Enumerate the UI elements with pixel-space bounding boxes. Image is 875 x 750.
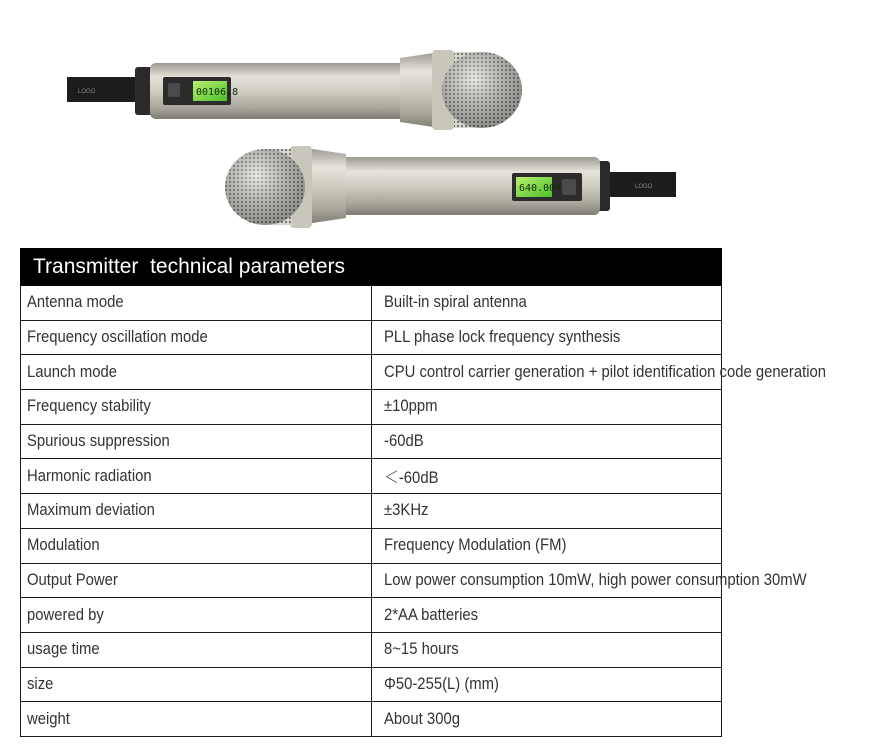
row-value: CPU control carrier generation + pilot identification code generation (383, 362, 826, 381)
row-value: About 300g (383, 709, 460, 728)
row-value: ＜-60dB (383, 469, 438, 488)
microphones-image (0, 0, 750, 240)
table-row (21, 528, 722, 563)
row-label: weight (27, 709, 70, 728)
spec-table (20, 248, 826, 737)
row-value: -60dB (383, 432, 424, 451)
row-label: usage time (27, 640, 100, 659)
row-label: Modulation (27, 536, 100, 555)
svg-text:LOGO: LOGO (78, 89, 96, 95)
row-label: Launch mode (27, 362, 117, 381)
microphone-bottom (225, 146, 676, 228)
row-value: 8~15 hours (383, 640, 459, 659)
table-row (21, 494, 722, 529)
svg-text:640.000: 640.000 (519, 183, 562, 194)
row-value: ±10ppm (383, 397, 438, 416)
table-row (21, 424, 722, 459)
table-row (21, 459, 722, 494)
table-row (21, 598, 722, 633)
row-label: Frequency stability (27, 397, 151, 416)
row-value: 2*AA batteries (383, 605, 478, 624)
table-row (21, 390, 722, 425)
table-header-row (21, 249, 722, 286)
row-label: Harmonic radiation (27, 466, 152, 485)
table-row (21, 286, 722, 321)
row-label: powered by (27, 605, 104, 624)
svg-text:LOGO: LOGO (635, 184, 653, 190)
table-row (21, 702, 722, 737)
table-row (21, 563, 722, 598)
row-label: Output Power (27, 570, 118, 589)
row-value: ±3KHz (383, 501, 428, 520)
row-value: Frequency Modulation (FM) (383, 536, 566, 555)
table-row (21, 355, 722, 390)
row-label: Maximum deviation (27, 501, 155, 520)
table-title: Transmitter technical parameters (21, 249, 722, 286)
table-row (21, 632, 722, 667)
table-row (21, 320, 722, 355)
row-label: Frequency oscillation mode (27, 328, 208, 347)
microphone-top (67, 50, 522, 130)
row-label: size (27, 674, 54, 693)
row-label: Antenna mode (27, 293, 124, 312)
row-value: Φ50-255(L) (mm) (383, 674, 499, 693)
svg-text:00106.8: 00106.8 (196, 87, 239, 98)
row-value: PLL phase lock frequency synthesis (383, 328, 620, 347)
row-value: Low power consumption 10mW, high power consumption 30mW (383, 570, 807, 589)
row-label: Spurious suppression (27, 432, 170, 451)
row-value: Built-in spiral antenna (383, 293, 527, 312)
table-row (21, 667, 722, 702)
